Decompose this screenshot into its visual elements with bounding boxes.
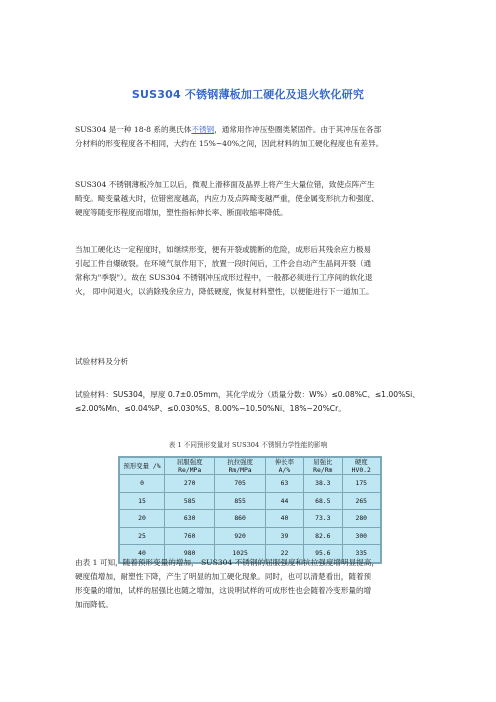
paragraph-line: 硬度值增加，耐塑性下降，产生了明显的加工硬化现象。同时，也可以清楚看出，随着预 [75, 572, 372, 581]
table-cell: 73.3 [304, 510, 342, 528]
paragraph-line: 火， 即中间退火，以消除残余应力，降低硬度，恢复材料塑性，以便能进行下一道加工。 [75, 287, 374, 296]
table-cell: 760 [165, 527, 215, 545]
table-row [120, 510, 381, 528]
table-cell: 705 [215, 475, 265, 493]
table-cell: 855 [215, 492, 265, 510]
table-cell: 265 [342, 492, 380, 510]
table-cell: 40 [120, 545, 165, 563]
table-cell: 175 [342, 475, 380, 493]
paragraph-line: 常称为"季裂"）。故在 SUS304 不锈钢冲压成形过程中，一般都必须进行工序间的软化退 [75, 273, 373, 282]
table-cell: 270 [165, 475, 215, 493]
table-cell: 630 [165, 510, 215, 528]
paragraph-line [75, 123, 427, 137]
header-cell-deformation: 预形变量 /% [120, 458, 165, 475]
table-cell: 585 [165, 492, 215, 510]
stainless-steel-link[interactable]: 不锈钢 [191, 125, 215, 134]
table-cell: 920 [215, 527, 265, 545]
table-row [120, 492, 381, 510]
table-cell: 38.3 [304, 475, 342, 493]
paragraph-line: 引起工件自爆破裂。在环境气氛作用下，放置一段时间后，工件会自动产生晶间开裂（通 [75, 259, 372, 268]
table-cell: 63 [265, 475, 303, 493]
table-header-row [120, 458, 381, 475]
paragraph-line: 形变量的增加，试样的屈强比也随之增加，这说明试样的可成形性也会随着冷变形量的增 [75, 586, 372, 595]
document-title: SUS304 不锈钢薄板加工硬化及退火软化研究 [131, 88, 365, 101]
table-cell: 1025 [215, 545, 265, 563]
table-cell: 44 [265, 492, 303, 510]
paragraph-line: SUS304 不锈钢薄板冷加工以后，微观上滑移面及晶界上将产生大量位错，致使点阵产生 [75, 180, 375, 189]
table-cell: 860 [215, 510, 265, 528]
header-cell-elongation: 伸长率 A/% [265, 458, 303, 475]
paragraph-line: 加而降低。 [75, 600, 113, 609]
section-heading-text: 试验材料及分析 [75, 357, 129, 366]
paragraph-line: 分材料的形变程度各不相同，大约在 15%~40%之间，因此材料的加工硬化程度也有差异。 [75, 139, 384, 148]
table-cell: 335 [342, 545, 380, 563]
table-cell: 22 [265, 545, 303, 563]
table-row [120, 475, 381, 493]
table-cell: 0 [120, 475, 165, 493]
mechanical-properties-table [118, 456, 382, 564]
table-cell: 20 [120, 510, 165, 528]
paragraph-materials [75, 388, 427, 416]
table-cell: 25 [120, 527, 165, 545]
table-cell: 15 [120, 492, 165, 510]
paragraph-intro [75, 123, 427, 151]
header-cell-ratio: 屈强比 Re/Rm [304, 458, 342, 475]
table-cell: 95.6 [304, 545, 342, 563]
table-row [120, 527, 381, 545]
header-cell-yield: 屈服强度 Re/MPa [165, 458, 215, 475]
table-cell: 68.5 [304, 492, 342, 510]
paragraph-line: 试验材料：SUS304，厚度 0.7±0.05mm，其化学成分（质量分数：W%）≤0.08%C、≤1.00%Si、 [75, 390, 420, 399]
text-segment: ，通常用作冲压垫圈类紧固件。由于其冲压在各部 [214, 125, 382, 134]
table-cell: 300 [342, 527, 380, 545]
paragraph-annealing [75, 243, 427, 299]
table-cell: 40 [265, 510, 303, 528]
table-cell: 280 [342, 510, 380, 528]
paragraph-line: 畸变。畸变量越大时，位错密度越高，内应力及点阵畸变越严重，使金属变形抗力和强度、 [75, 194, 379, 203]
text-segment: SUS304 是一种 18-8 系的奥氏体 [75, 125, 192, 134]
table-cell: 980 [165, 545, 215, 563]
paragraph-cold-work [75, 178, 427, 220]
paragraph-line: 由表 1 可知，随着预形变量的增加， SUS304 不锈钢的屈服强度和抗拉强度增明显提高， [75, 558, 379, 567]
paragraph-line: ≤2.00%Mn、≤0.04%P、≤0.030%S、8.00%~10.50%Ni、18%~20%Cr。 [75, 404, 346, 413]
paragraph-line: 当加工硬化达一定程度时，如继续形变，便有开裂或脆断的危险，成形后其残余应力极易 [75, 245, 372, 254]
table-caption: 表 1 不同预形变量对 SUS304 不锈钢力学性能的影响 [168, 441, 328, 449]
section-heading [75, 355, 427, 369]
table-cell: 82.6 [304, 527, 342, 545]
table-cell: 39 [265, 527, 303, 545]
paragraph-line: 硬度等随变形程度而增加，塑性指标伸长率、断面收缩率降低。 [75, 208, 288, 217]
paragraph-conclusion [75, 556, 427, 612]
header-cell-tensile: 抗拉强度 Rm/MPa [215, 458, 265, 475]
header-cell-hardness: 硬度 HV0.2 [342, 458, 380, 475]
